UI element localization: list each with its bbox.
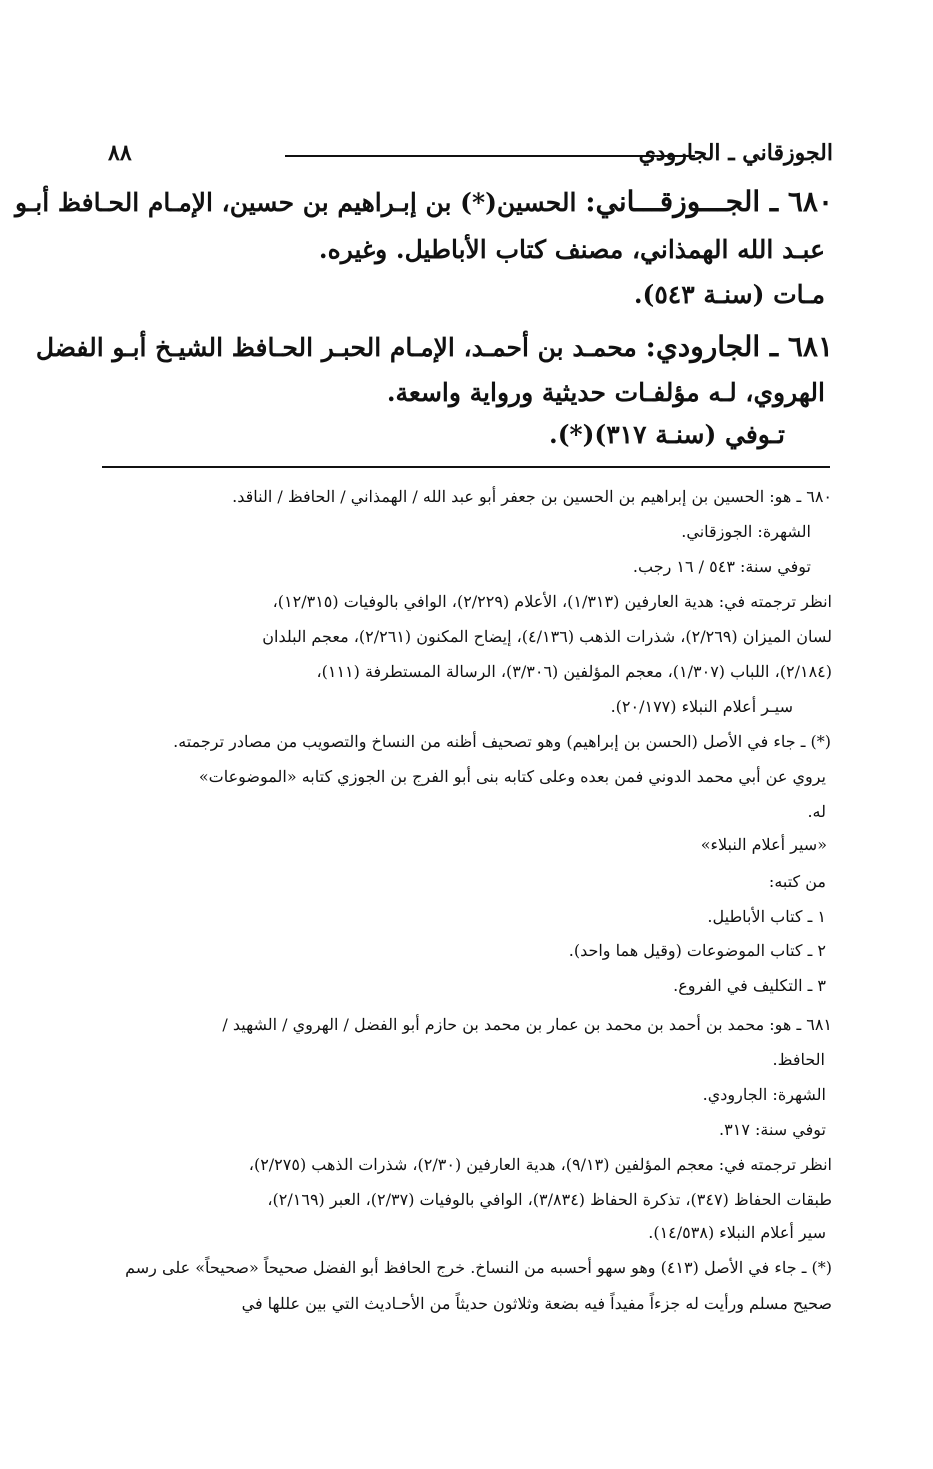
footnote-line: توفي سنة: ٥٤٣ / ١٦ رجب. <box>632 557 811 576</box>
entry-680-line-1 <box>15 185 833 219</box>
entry-681-line-1-text: محمـد بن أحمـد، الإمـام الحبـر الحـافظ الشيـخ أبـو الفضل <box>35 333 637 362</box>
footnote-line: سيـر أعلام النبلاء (٢٠/١٧٧). <box>610 697 793 716</box>
footnote-line: لسان الميزان (٢/٢٦٩)، شذرات الذهب (٤/١٣٦)، إيضاح المكنون (٢/٢٦١)، معجم البلدان <box>262 627 832 646</box>
footnote-line: صحيح مسلم ورأيت له جزءاً مفيداً فيه بضعة وثلاثون حديثاً من الأحـاديث التي بين عللها في <box>241 1294 832 1313</box>
footnote-line: ٢ ـ كتاب الموضوعات (وقيل هما واحد). <box>568 941 826 960</box>
entry-681-line-1 <box>36 330 833 364</box>
entry-680-line-3: مـات (سنـة ٥٤٣). <box>633 280 825 309</box>
footnote-line: ١ ـ كتاب الأباطيل. <box>707 907 826 926</box>
footnote-line: طبقات الحفاظ (٣٤٧)، تذكرة الحفاظ (٣/٨٣٤)، الوافي بالوفيات (٢/٣٧)، العبر (٢/١٦٩)، <box>267 1190 832 1209</box>
footnote-line: (*) ـ جاء في الأصل (٤١٣) وهو سهو أحسبه من النساخ. خرج الحافظ أبو الفضل صحيحاً «صحيحاً» على رسم <box>125 1258 832 1277</box>
footnote-line: سير أعلام النبلاء (١٤/٥٣٨). <box>648 1223 826 1242</box>
footnote-line: ٦٨٠ ـ هو: الحسين بن إبراهيم بن الحسين بن جعفر أبو عبد الله / الهمذاني / الحافظ / الناقد. <box>232 487 832 506</box>
entry-680-headword: ٦٨٠ ـ الجـــوزقـــاني: <box>585 185 833 218</box>
footnote-line: الشهرة: الجوزقاني. <box>681 522 811 541</box>
footnote-line: (٢/١٨٤)، اللباب (١/٣٠٧)، معجم المؤلفين (٣/٣٠٦)، الرسالة المستطرفة (١١١)، <box>316 662 832 681</box>
entry-681-line-2: الهروي، لـه مؤلفـات حديثية ورواية واسعة. <box>386 378 825 407</box>
footnote-line: من كتبه: <box>768 872 826 891</box>
footnote-line: توفي سنة: ٣١٧. <box>719 1120 826 1139</box>
entry-680-line-1-text: الحسين(*) بن إبـراهيم بن حسين، الإمـام الحـافظ أبـو <box>15 188 577 217</box>
footnote-line: ٣ ـ التكليف في الفروع. <box>673 976 826 995</box>
page-number: ٨٨ <box>108 140 132 166</box>
entry-680-line-2: عبـد الله الهمذاني، مصنف كتاب الأباطيل. وغيره. <box>318 235 825 264</box>
footnote-line: (*) ـ جاء في الأصل (الحسن بن إبراهيم) وهو تصحيف أظنه من النساخ والتصويب من مصادر ترجمته. <box>173 732 831 751</box>
footnote-line: الشهرة: الجارودي. <box>702 1085 826 1104</box>
running-header-title: الجوزقاني ـ الجارودي <box>638 140 833 166</box>
footnote-line: انظر ترجمته في: هدية العارفين (١/٣١٣)، الأعلام (٢/٢٢٩)، الوافي بالوفيات (١٢/٣١٥)، <box>272 592 832 611</box>
footnote-line: له. <box>807 802 826 821</box>
entry-681-line-3: تـوفي (سنـة ٣١٧)(*). <box>548 420 785 449</box>
footnote-line: «سير أعلام النبلاء» <box>700 835 827 854</box>
entry-681-headword: ٦٨١ ـ الجارودي: <box>645 330 833 363</box>
header-rule <box>285 155 695 157</box>
footnote-line: ٦٨١ ـ هو: محمد بن أحمد بن محمد بن عمار بن محمد بن حازم أبو الفضل / الهروي / الشهيد / <box>222 1015 832 1034</box>
footnote-line: الحافظ. <box>772 1050 825 1069</box>
footnote-line: يروي عن أبي محمد الدوني فمن بعده وعلى كتابه بنى أبو الفرج بن الجوزي كتابه «الموضوعات» <box>198 767 826 786</box>
footnote-line: انظر ترجمته في: معجم المؤلفين (٩/١٣)، هدية العارفين (٢/٣٠)، شذرات الذهب (٢/٢٧٥)، <box>248 1155 832 1174</box>
footnote-separator <box>102 466 830 468</box>
